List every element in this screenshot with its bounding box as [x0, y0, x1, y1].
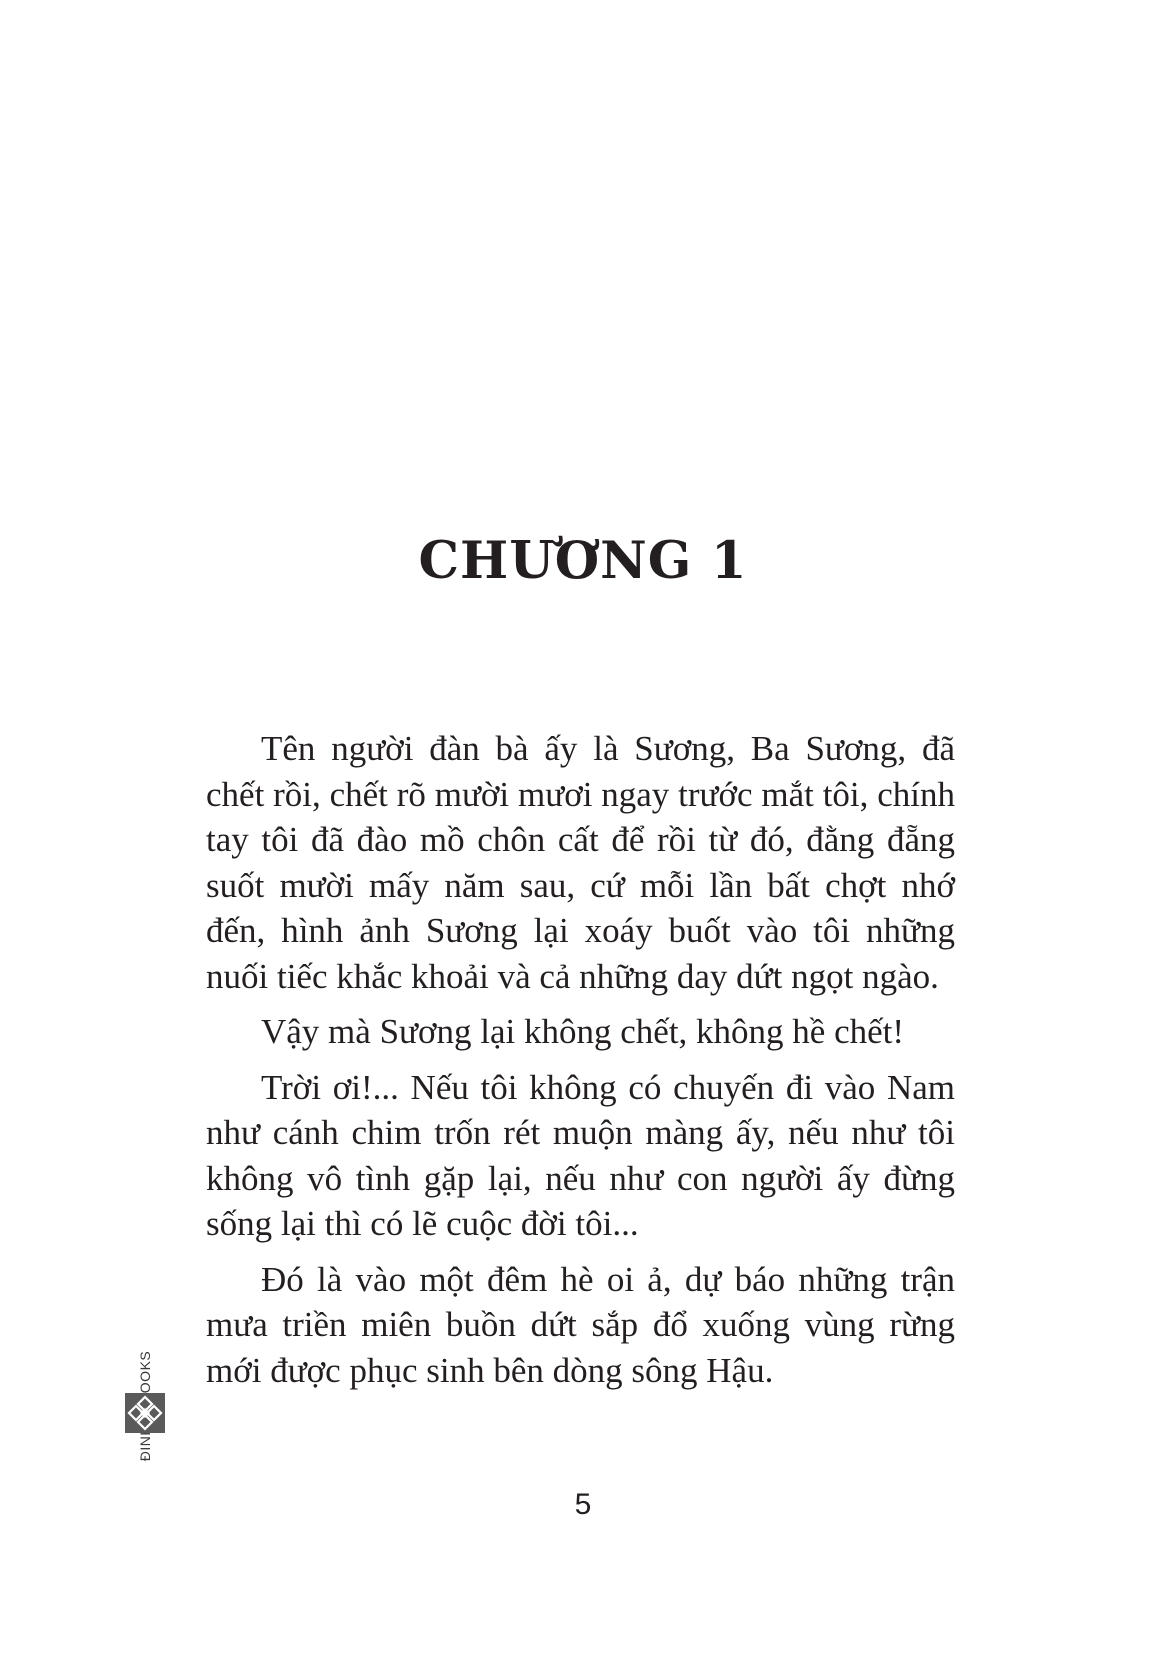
paragraph: Tên người đàn bà ấy là Sương, Ba Sương, đã chết rồi, chết rõ mười mươi ngay trước mắt tôi, chính tay tôi đã đào mồ chôn cất để rồi từ đó, đằng đẵng suốt mười mấy năm sau, cứ mỗi lần bất chợt nhớ đến, hình ảnh Sương lại xoáy buốt vào tôi những nuối tiếc khắc khoải và cả những day dứt ngọt ngào. [206, 729, 955, 996]
page-number: 5 [574, 1488, 592, 1521]
paragraph: Vậy mà Sương lại không chết, không hề chết! [261, 1012, 905, 1051]
diamond-lattice-icon [125, 1393, 165, 1433]
chapter-body [206, 726, 955, 1403]
paragraph: Đó là vào một đêm hè oi ả, dự báo những trận mưa triền miên buồn dứt sắp đổ xuống vùng rừng mới được phục sinh bên dòng sông Hậu. [206, 1259, 955, 1390]
paragraph: Trời ơi!... Nếu tôi không có chuyến đi vào Nam như cánh chim trốn rét muộn màng ấy, nếu như tôi không vô tình gặp lại, nếu như con người ấy đừng sống lại thì có lẽ cuộc đời tôi... [206, 1067, 955, 1243]
chapter-title: CHƯƠNG 1 [418, 531, 748, 591]
